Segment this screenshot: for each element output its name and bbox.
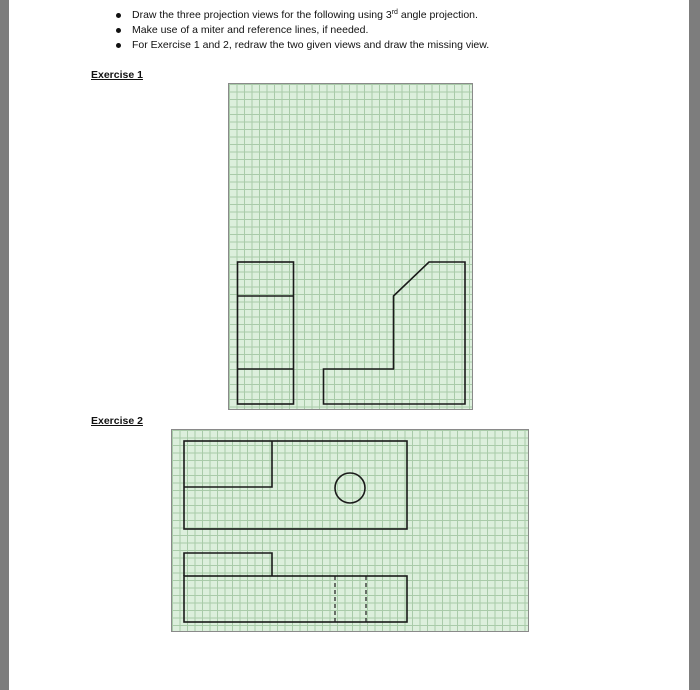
instruction-text-tail: angle projection. <box>397 9 478 21</box>
instruction-item <box>116 38 489 53</box>
instruction-text: For Exercise 1 and 2, redraw the two given views and draw the missing view. <box>132 39 490 51</box>
instruction-text: Draw the three projection views for the following using 3 <box>132 9 392 21</box>
front-view-outline <box>238 262 294 404</box>
exercise-1-label: Exercise 1 <box>91 69 143 81</box>
instruction-text: Make use of a miter and reference lines, if needed. <box>132 24 369 36</box>
instruction-superscript: rd <box>391 9 398 16</box>
side-view-outline <box>324 262 466 404</box>
exercise-2-drawing <box>172 430 530 633</box>
bullet-icon <box>116 43 121 48</box>
bullet-icon <box>116 28 121 33</box>
instruction-item <box>116 23 489 38</box>
front-view-step-line <box>184 553 272 576</box>
bullet-icon <box>116 13 121 18</box>
exercise-2-grid <box>171 429 529 632</box>
exercise-1-drawing <box>229 84 474 411</box>
instruction-list <box>116 8 489 53</box>
document-page <box>9 0 689 690</box>
top-view-outline <box>184 441 407 529</box>
exercise-1-grid <box>228 83 473 410</box>
top-view-hole <box>335 473 365 503</box>
exercise-2-label: Exercise 2 <box>91 415 143 427</box>
instruction-item <box>116 8 489 23</box>
top-view-step-line <box>184 441 272 487</box>
front-view-outline <box>184 576 407 622</box>
